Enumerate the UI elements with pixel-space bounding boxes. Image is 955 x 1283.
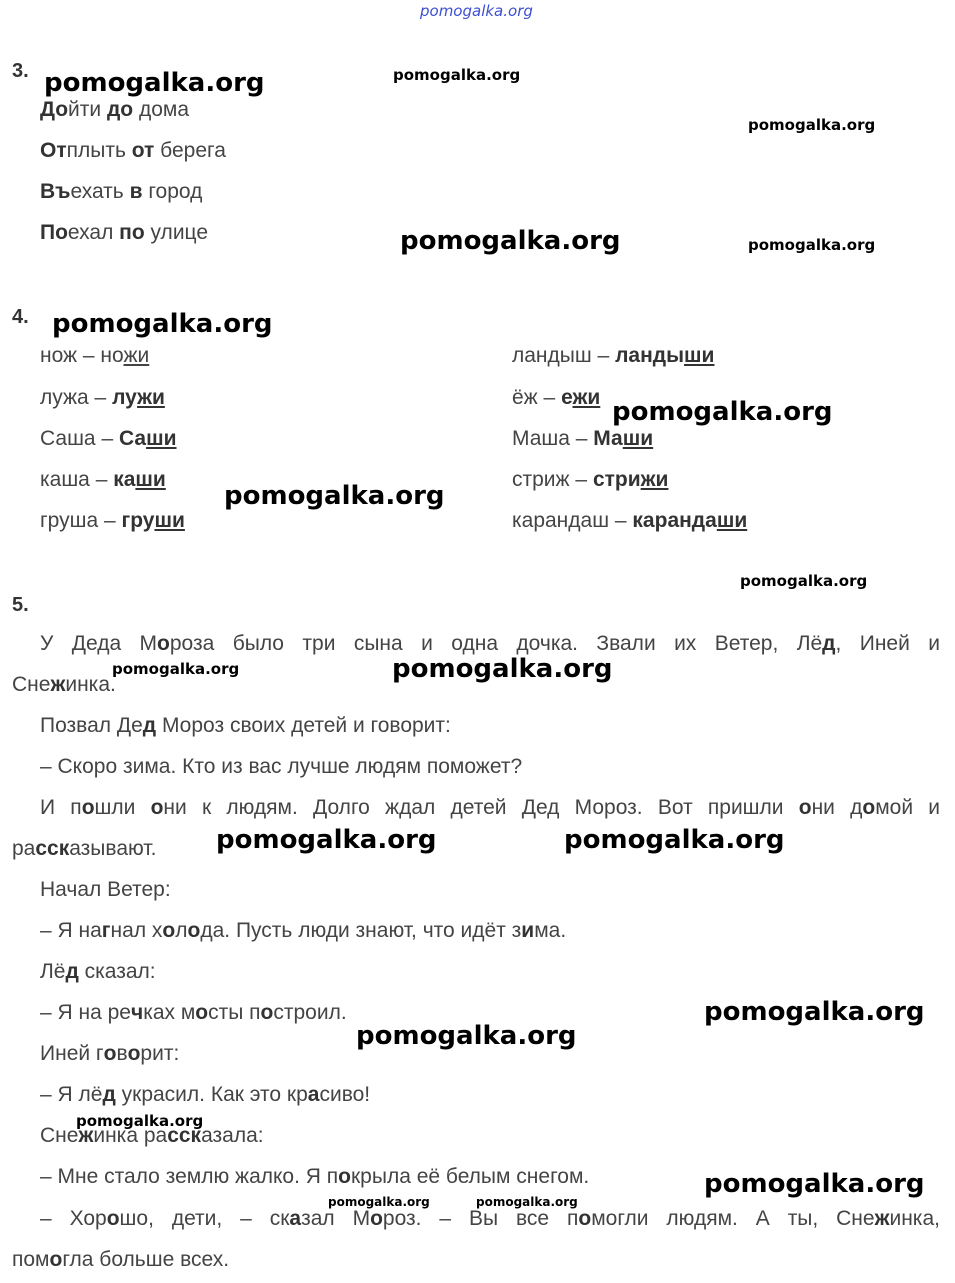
text-run: пом xyxy=(12,1248,50,1271)
text-run: жи xyxy=(123,344,150,367)
text-run: И п xyxy=(40,796,82,819)
watermark: pomogalka.org xyxy=(748,116,876,134)
story-line xyxy=(40,714,451,738)
watermark: pomogalka.org xyxy=(740,572,868,590)
exercise-5-number: 5. xyxy=(12,594,29,616)
text-run: жи xyxy=(640,468,669,491)
watermark: pomogalka.org xyxy=(393,66,521,84)
text-run: л xyxy=(175,919,188,942)
text-run: д xyxy=(65,960,79,983)
text-run: ши xyxy=(716,509,748,532)
watermark: pomogalka.org xyxy=(564,825,785,855)
text-run: лу xyxy=(112,386,138,409)
text-run: От xyxy=(40,139,67,162)
text-run: нал х xyxy=(110,919,163,942)
text-run: жи xyxy=(572,386,601,409)
watermark: pomogalka.org xyxy=(112,660,240,678)
text-run: ши xyxy=(684,344,715,367)
text-run: йти xyxy=(68,98,107,121)
text-run: и xyxy=(521,919,535,942)
text-run: плыть xyxy=(66,139,132,162)
text-run: о xyxy=(81,796,95,819)
text-run: Маша – xyxy=(512,427,594,450)
exercise-3-line xyxy=(40,98,189,122)
text-run: о xyxy=(106,1207,120,1230)
word-pair-left xyxy=(40,386,165,410)
text-run: – Хор xyxy=(40,1207,107,1230)
watermark: pomogalka.org xyxy=(52,309,273,339)
watermark: pomogalka.org xyxy=(76,1112,204,1130)
story-line xyxy=(40,1207,940,1231)
text-run: роз. – Вы все п xyxy=(382,1207,579,1230)
story-line xyxy=(40,1165,589,1189)
text-run: ж xyxy=(78,1124,94,1147)
text-run: о xyxy=(150,796,164,819)
word-pair-left xyxy=(40,427,177,451)
exercise-3-number: 3. xyxy=(12,60,29,82)
text-run: а xyxy=(307,1083,320,1106)
text-run: – Я лё xyxy=(40,1083,103,1106)
text-run: ж xyxy=(50,673,66,696)
text-run: улице xyxy=(144,221,209,244)
word-pair-left xyxy=(40,509,185,533)
text-run: Позвал Де xyxy=(40,714,143,737)
text-run: каранда xyxy=(632,509,717,532)
watermark: pomogalka.org xyxy=(392,654,613,684)
text-run: ни д xyxy=(811,796,863,819)
text-run: о xyxy=(578,1207,592,1230)
text-run: дома xyxy=(133,98,190,121)
text-run: инка. xyxy=(65,673,116,696)
watermark: pomogalka.org xyxy=(328,1195,430,1209)
text-run: о xyxy=(798,796,812,819)
text-run: строил. xyxy=(273,1001,347,1024)
text-run: о xyxy=(260,1001,274,1024)
watermark: pomogalka.org xyxy=(748,236,876,254)
watermark: pomogalka.org xyxy=(704,997,925,1027)
text-run: сск xyxy=(35,837,70,860)
story-line xyxy=(12,837,156,861)
text-run: до xyxy=(106,98,134,121)
exercise-3-line xyxy=(40,180,202,204)
text-run: о xyxy=(162,919,176,942)
text-run: по xyxy=(119,221,145,244)
watermark: pomogalka.org xyxy=(216,825,437,855)
text-run: роза было три сына и одна дочка. Звали их Ветер, Лё xyxy=(169,632,823,655)
exercise-3-line xyxy=(40,221,208,245)
text-run: инка ра xyxy=(93,1124,168,1147)
text-run: о xyxy=(127,1042,141,1065)
word-pair-right xyxy=(512,344,714,368)
word-pair-right xyxy=(512,386,600,410)
story-line xyxy=(40,632,940,656)
text-run: гла больше всех. xyxy=(62,1248,230,1271)
text-run: У Деда М xyxy=(40,632,158,655)
text-run: – Я на xyxy=(40,919,102,942)
text-run: город xyxy=(142,180,203,203)
text-run: каша – xyxy=(40,468,114,491)
text-run: сты п xyxy=(208,1001,261,1024)
text-run: До xyxy=(40,98,69,121)
word-pair-left xyxy=(40,344,149,368)
text-run: Иней г xyxy=(40,1042,104,1065)
text-run: Начал Ветер: xyxy=(40,878,171,901)
text-run: азала: xyxy=(201,1124,264,1147)
text-run: сиво! xyxy=(319,1083,371,1106)
text-run: о xyxy=(370,1207,383,1230)
watermark-top: pomogalka.org xyxy=(420,2,533,20)
text-run: а xyxy=(289,1207,302,1230)
story-line xyxy=(40,1001,347,1025)
text-run: ёж – xyxy=(512,386,562,409)
story-line xyxy=(40,1083,370,1107)
text-run: да. Пусть люди знают, что идёт з xyxy=(200,919,522,942)
story-line xyxy=(40,960,156,984)
text-run: стри xyxy=(592,468,641,491)
text-run: ехал xyxy=(67,221,120,244)
text-run: жи xyxy=(137,386,165,409)
text-run: ши xyxy=(622,427,654,450)
text-run: шо, дети, – ск xyxy=(119,1207,290,1230)
text-run: ланды xyxy=(615,344,685,367)
text-run: д xyxy=(102,1083,116,1106)
text-run: рит: xyxy=(140,1042,180,1065)
text-run: шли xyxy=(94,796,151,819)
text-run: украсил. Как это кр xyxy=(115,1083,308,1106)
story-line xyxy=(12,1248,229,1272)
text-run: – Скоро зима. Кто из вас лучше людям поможет? xyxy=(40,755,523,778)
text-run: азывают. xyxy=(69,837,157,860)
story-line xyxy=(40,919,566,943)
exercise-3-line xyxy=(40,139,226,163)
text-run: ши xyxy=(146,427,177,450)
text-run: сск xyxy=(167,1124,202,1147)
text-run: ехать xyxy=(70,180,130,203)
story-line xyxy=(40,755,522,779)
text-run: – Мне стало землю жалко. Я п xyxy=(40,1165,339,1188)
text-run: карандаш – xyxy=(512,509,633,532)
text-run: , Иней и xyxy=(835,632,940,655)
text-run: крыла её белым снегом. xyxy=(350,1165,590,1188)
exercise-4-number: 4. xyxy=(12,306,29,328)
watermark: pomogalka.org xyxy=(356,1021,577,1051)
text-run: о xyxy=(187,919,201,942)
text-run: ж xyxy=(874,1207,890,1230)
text-run: стриж – xyxy=(512,468,593,491)
text-run: ма. xyxy=(534,919,567,942)
text-run: е xyxy=(561,386,573,409)
text-run: в xyxy=(116,1042,128,1065)
story-line xyxy=(40,878,171,902)
text-run: Саша – xyxy=(40,427,119,450)
story-line xyxy=(12,673,116,697)
text-run: сказал: xyxy=(78,960,156,983)
text-run: о xyxy=(195,1001,209,1024)
text-run: д xyxy=(142,714,157,737)
text-run: ч xyxy=(130,1001,144,1024)
text-run: Сне xyxy=(40,1124,79,1147)
text-run: ках м xyxy=(143,1001,196,1024)
text-run: инка, xyxy=(889,1207,940,1230)
word-pair-left xyxy=(40,468,166,492)
text-run: мой и xyxy=(875,796,940,819)
text-run: о xyxy=(103,1042,117,1065)
watermark: pomogalka.org xyxy=(224,481,445,511)
word-pair-right xyxy=(512,468,668,492)
watermark: pomogalka.org xyxy=(44,68,265,98)
text-run: Лё xyxy=(40,960,66,983)
text-run: груша – xyxy=(40,509,122,532)
text-run: гру xyxy=(121,509,155,532)
word-pair-right xyxy=(512,427,653,451)
text-run: нож – но xyxy=(40,344,124,367)
watermark: pomogalka.org xyxy=(400,226,621,256)
text-run: г xyxy=(101,919,111,942)
text-run: Въ xyxy=(40,180,71,203)
watermark: pomogalka.org xyxy=(476,1195,578,1209)
text-run: ши xyxy=(135,468,166,491)
text-run: Сне xyxy=(12,673,51,696)
text-run: ландыш – xyxy=(512,344,616,367)
text-run: Мороз своих детей и говорит: xyxy=(156,714,451,737)
text-run: от xyxy=(131,139,155,162)
text-run: о xyxy=(862,796,876,819)
text-run: о xyxy=(338,1165,351,1188)
text-run: зал М xyxy=(301,1207,371,1230)
text-run: ни к людям. Долго ждал детей Дед Мороз. Вот пришли xyxy=(163,796,799,819)
text-run: – Я на ре xyxy=(40,1001,131,1024)
text-run: ши xyxy=(154,509,185,532)
text-run: о xyxy=(49,1248,63,1271)
text-run: д xyxy=(822,632,836,655)
text-run: могли людям. А ты, Сне xyxy=(591,1207,875,1230)
text-run: лужа – xyxy=(40,386,113,409)
text-run: берега xyxy=(154,139,226,162)
text-run: Са xyxy=(118,427,147,450)
watermark: pomogalka.org xyxy=(704,1169,925,1199)
text-run: Ма xyxy=(593,427,623,450)
text-run: о xyxy=(157,632,170,655)
story-line xyxy=(40,1042,179,1066)
story-line xyxy=(40,796,940,820)
text-run: в xyxy=(129,180,143,203)
text-run: ра xyxy=(12,837,36,860)
word-pair-right xyxy=(512,509,747,533)
text-run: ка xyxy=(113,468,136,491)
text-run: По xyxy=(40,221,68,244)
watermark: pomogalka.org xyxy=(612,397,833,427)
